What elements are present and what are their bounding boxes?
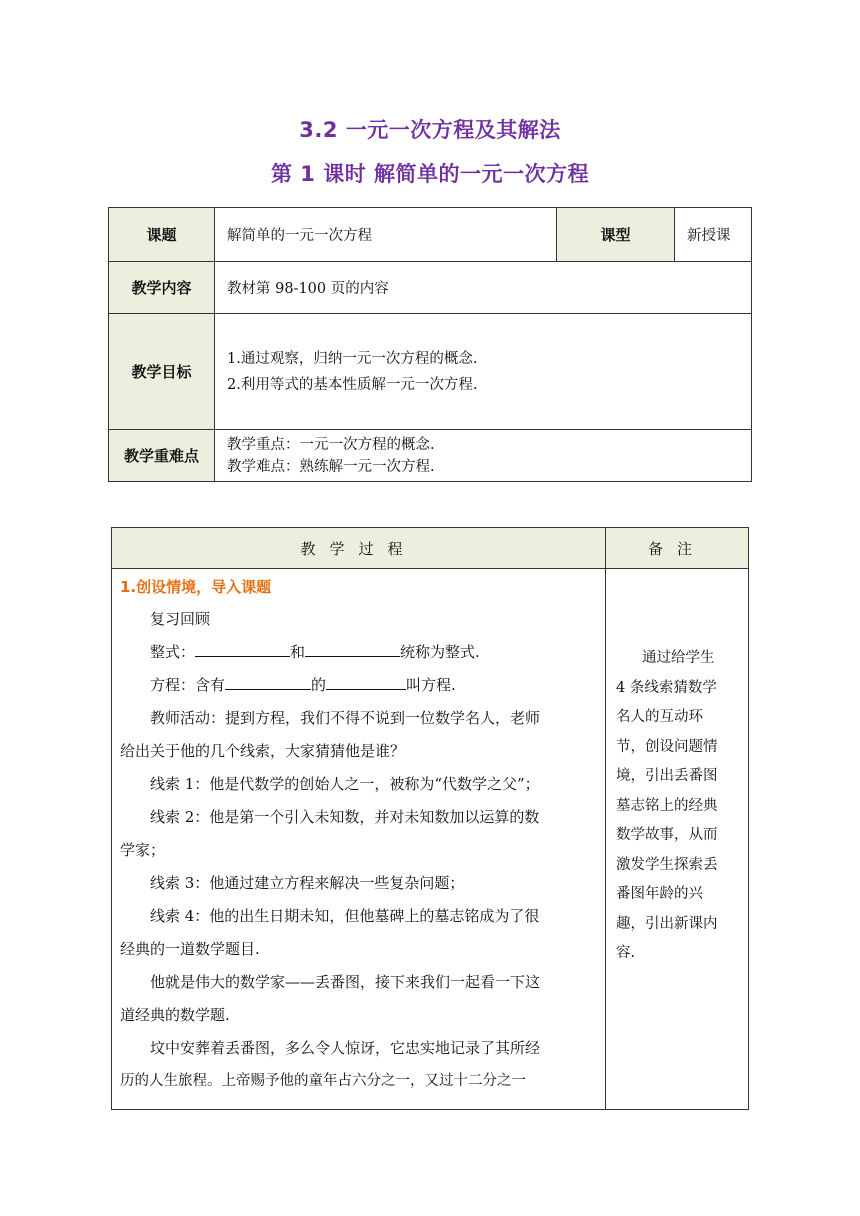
process-column-header: 教学过程 — [112, 528, 606, 569]
note-line: 激发学生探索丢 — [616, 856, 718, 873]
clue-2: 线索 2：他是第一个引入未知数，并对未知数加以运算的数 — [150, 808, 540, 826]
paragraph-line: 教师活动：提到方程，我们不得不说到一位数学名人，老师 — [150, 709, 541, 727]
note-line: 容. — [616, 945, 636, 961]
paragraph-line: 给出关于他的几个线索，大家猜猜他是谁？ — [120, 742, 406, 760]
equation-definition: 方程：含有 的 叫方程. — [120, 669, 599, 702]
notes-column-header: 备注 — [606, 528, 749, 569]
lesson-info-table — [108, 207, 752, 482]
table-row — [109, 314, 752, 430]
paragraph-line: 他就是伟大的数学家——丢番图，接下来我们一起看一下这 — [150, 973, 541, 991]
notes-content — [606, 569, 749, 1110]
table-row — [109, 262, 752, 314]
note-line: 趣，引出新课内 — [616, 915, 718, 932]
note-line: 番图年龄的兴 — [616, 886, 703, 902]
teaching-process-table — [111, 527, 749, 1110]
process-content — [112, 569, 606, 1110]
topic-label: 课题 — [109, 208, 215, 262]
fill-blank — [195, 638, 290, 657]
clue-4: 线索 4：他的出生日期未知，但他墓碑上的墓志铭成为了很 — [150, 907, 540, 925]
content-value: 教材第 98-100 页的内容 — [215, 262, 752, 314]
clue-1: 线索 1：他是代数学的创始人之一，被称为“代数学之父”； — [150, 775, 540, 793]
note-line: 4 条线索猜数学 — [616, 679, 717, 696]
note-line: 数学故事，从而 — [616, 827, 718, 843]
table-row — [112, 569, 749, 1110]
section-heading: 1.创设情境，导入课题 — [120, 578, 272, 596]
goals-label: 教学目标 — [109, 314, 215, 430]
goals-cell — [215, 314, 752, 430]
note-line: 通过给学生 — [642, 650, 715, 666]
content-label: 教学内容 — [109, 262, 215, 314]
clue-2-cont: 学家； — [120, 841, 166, 859]
page-title: 3.2 一元一次方程及其解法 — [299, 118, 561, 142]
note-line: 节，创设问题情 — [616, 738, 718, 755]
clue-4-cont: 经典的一道数学题目. — [120, 940, 260, 958]
topic-value: 解简单的一元一次方程 — [215, 208, 557, 262]
table-row — [109, 430, 752, 482]
type-label: 课型 — [557, 208, 675, 262]
type-value: 新授课 — [675, 208, 752, 262]
integer-definition: 整式： 和 统称为整式. — [120, 636, 599, 669]
paragraph-line: 道经典的数学题. — [120, 1006, 230, 1024]
table-row — [109, 208, 752, 262]
fill-blank — [326, 671, 406, 690]
note-line: 墓志铭上的经典 — [616, 797, 718, 814]
table-row — [112, 528, 749, 569]
page-subtitle: 第 1 课时 解简单的一元一次方程 — [270, 162, 590, 186]
paragraph-line: 历的人生旅程。上帝赐予他的童年占六分之一，又过十二分之一 — [120, 1073, 526, 1089]
note-line: 名人的互动环 — [616, 709, 703, 725]
key-points-label: 教学重难点 — [109, 430, 215, 482]
key-points-cell — [215, 430, 752, 482]
goal-item: 1.通过观察，归纳一元一次方程的概念. — [227, 350, 478, 367]
fill-blank — [305, 638, 400, 657]
key-point-item: 教学重点：一元一次方程的概念. — [227, 436, 435, 453]
note-line: 境，引出丢番图 — [616, 768, 718, 784]
paragraph-line: 坟中安葬着丢番图，多么令人惊讶，它忠实地记录了其所经 — [150, 1039, 541, 1057]
clue-3: 线索 3：他通过建立方程来解决一些复杂问题； — [150, 874, 465, 892]
fill-blank — [225, 671, 311, 690]
review-text: 复习回顾 — [150, 610, 211, 628]
key-point-item: 教学难点：熟练解一元一次方程. — [227, 458, 435, 475]
goal-item: 2.利用等式的基本性质解一元一次方程. — [227, 376, 478, 393]
